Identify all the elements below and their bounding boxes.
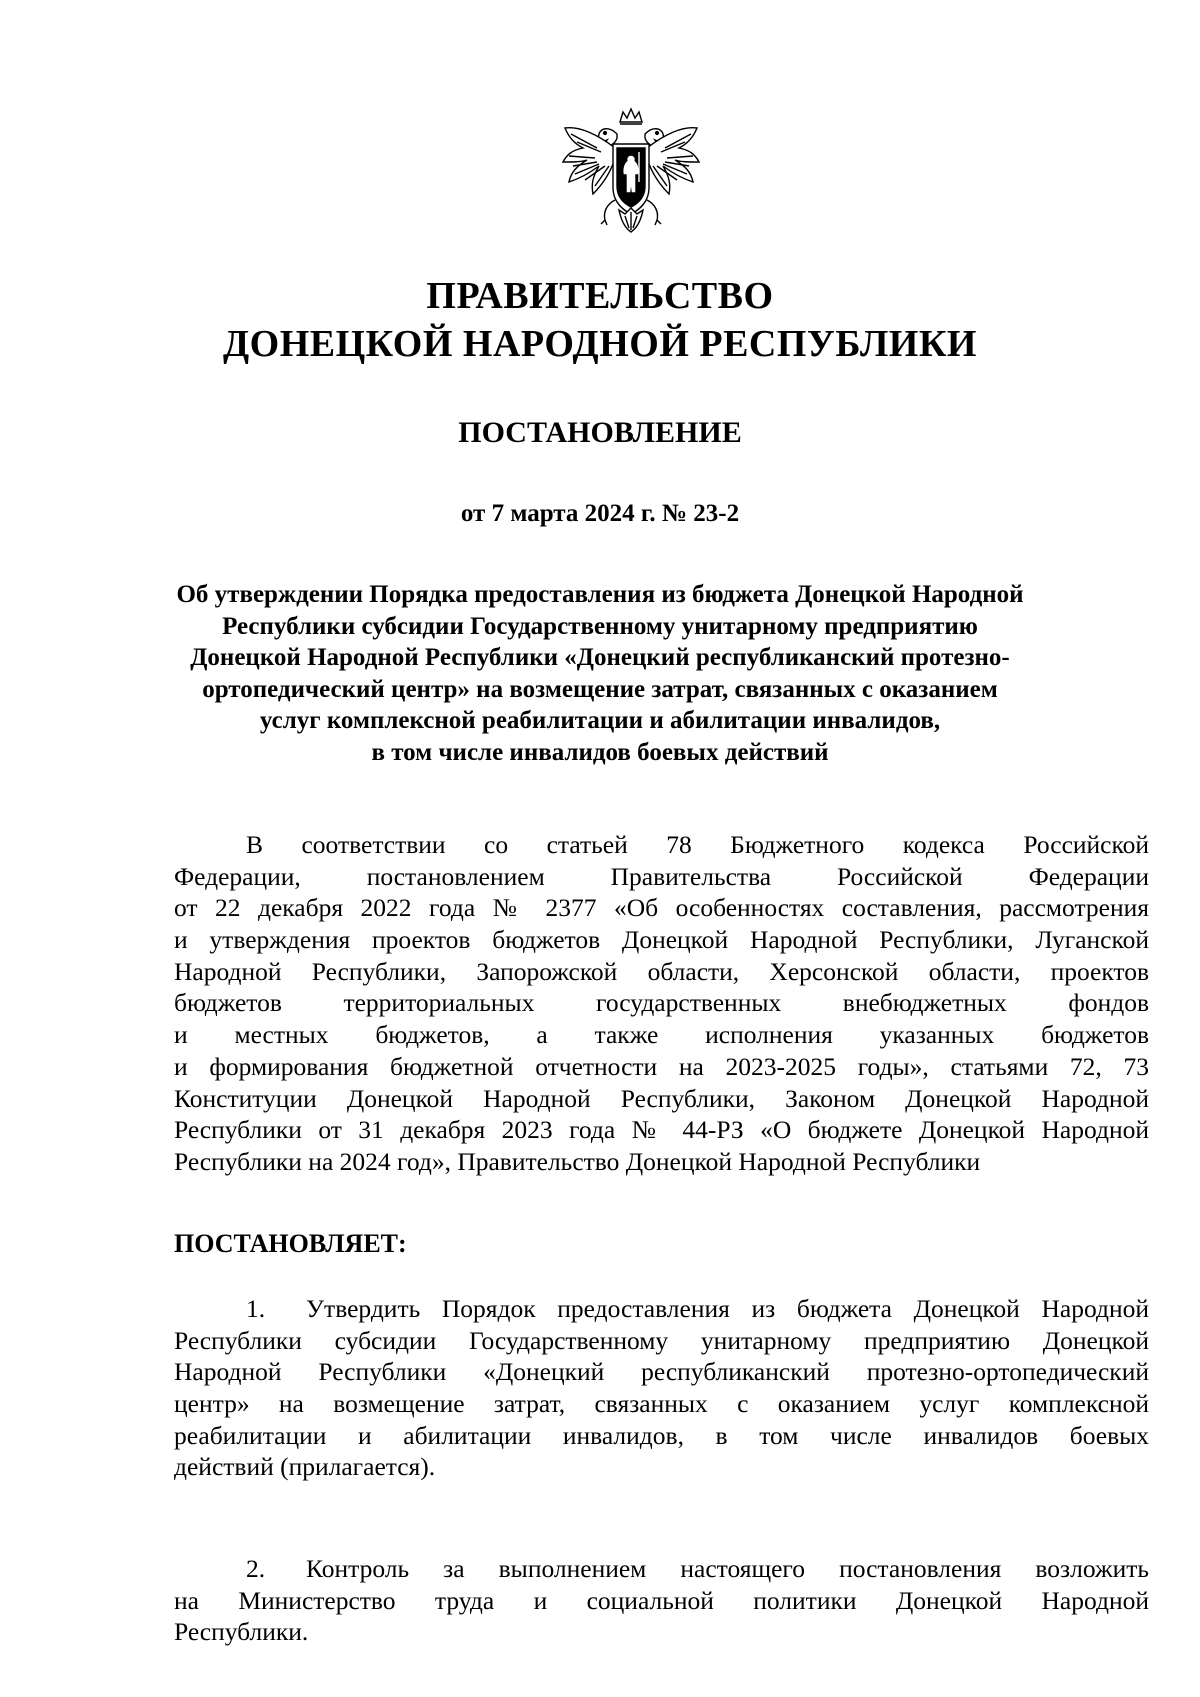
paragraph-line: В соответствии со статьей 78 Бюджетного кодекса Российской xyxy=(246,830,1149,859)
paragraph-line: Республики на 2024 год», Правительство Донецкой Народной Республики xyxy=(174,1146,981,1176)
document-date-number: от 7 марта 2024 г. № 23-2 xyxy=(460,500,740,527)
document-subject xyxy=(150,579,1050,768)
subject-line: Об утверждении Порядка предоставления из бюджета Донецкой Народной xyxy=(176,581,1024,608)
paragraph-line: центр» на возмещение затрат, связанных с оказанием услуг комплексной xyxy=(174,1389,1149,1419)
subject-line: Республики субсидии Государственному унитарному предприятию xyxy=(222,612,978,640)
paragraph-line xyxy=(174,1553,1149,1585)
government-title-line1: ПРАВИТЕЛЬСТВО xyxy=(426,275,774,317)
subject-line: в том числе инвалидов боевых действий xyxy=(371,738,829,766)
subject-line: услуг комплексной реабилитации и абилитации инвалидов, xyxy=(259,707,941,734)
paragraph-line: Федерации, постановлением Правительства Российской Федерации xyxy=(174,861,1149,891)
eagle-coat-of-arms-icon xyxy=(557,104,705,252)
resolution-item-1 xyxy=(174,1293,1149,1483)
paragraph-line: Народной Республики «Донецкий республиканский протезно-ортопедический xyxy=(174,1357,1149,1387)
paragraph-line: реабилитации и абилитации инвалидов, в том числе инвалидов боевых xyxy=(174,1420,1149,1450)
paragraph-line: действий (прилагается). xyxy=(174,1452,436,1482)
paragraph-line: Республики от 31 декабря 2023 года № 44-РЗ «О бюджете Донецкой Народной xyxy=(174,1115,1149,1145)
paragraph-line: Республики субсидии Государственному унитарному предприятию Донецкой xyxy=(174,1325,1149,1355)
paragraph-line: и местных бюджетов, а также исполнения указанных бюджетов xyxy=(174,1020,1149,1050)
preamble-paragraph xyxy=(174,829,1149,1178)
paragraph-line xyxy=(174,1293,1149,1325)
paragraph-line: Конституции Донецкой Народной Республики, Законом Донецкой Народной xyxy=(174,1083,1149,1113)
resolution-item-2 xyxy=(174,1553,1149,1648)
item-number: 1. xyxy=(246,1294,266,1323)
subject-line: Донецкой Народной Республики «Донецкий республиканский протезно- xyxy=(190,644,1010,671)
paragraph-line: на Министерство труда и социальной политики Донецкой Народной xyxy=(174,1585,1149,1615)
paragraph-line: и утверждения проектов бюджетов Донецкой Народной Республики, Луганской xyxy=(174,925,1149,955)
document-type: ПОСТАНОВЛЕНИЕ xyxy=(458,416,742,449)
paragraph-line: от 22 декабря 2022 года № 2377 «Об особенностях составления, рассмотрения xyxy=(174,893,1149,923)
paragraph-line: Республики. xyxy=(174,1617,309,1647)
item-line-text: Контроль за выполнением настоящего постановления возложить xyxy=(306,1554,1149,1583)
paragraph-line: Народной Республики, Запорожской области, Херсонской области, проектов xyxy=(174,956,1149,986)
decides-heading: ПОСТАНОВЛЯЕТ: xyxy=(174,1229,407,1258)
government-title-line2: ДОНЕЦКОЙ НАРОДНОЙ РЕСПУБЛИКИ xyxy=(223,323,977,365)
subject-line: ортопедический центр» на возмещение затрат, связанных с оказанием xyxy=(202,675,998,703)
paragraph-line: и формирования бюджетной отчетности на 2023-2025 годы», статьями 72, 73 xyxy=(174,1051,1149,1081)
paragraph-line: бюджетов территориальных государственных внебюджетных фондов xyxy=(174,988,1149,1018)
item-number: 2. xyxy=(246,1554,266,1583)
item-line-text: Утвердить Порядок предоставления из бюджета Донецкой Народной xyxy=(306,1294,1149,1323)
